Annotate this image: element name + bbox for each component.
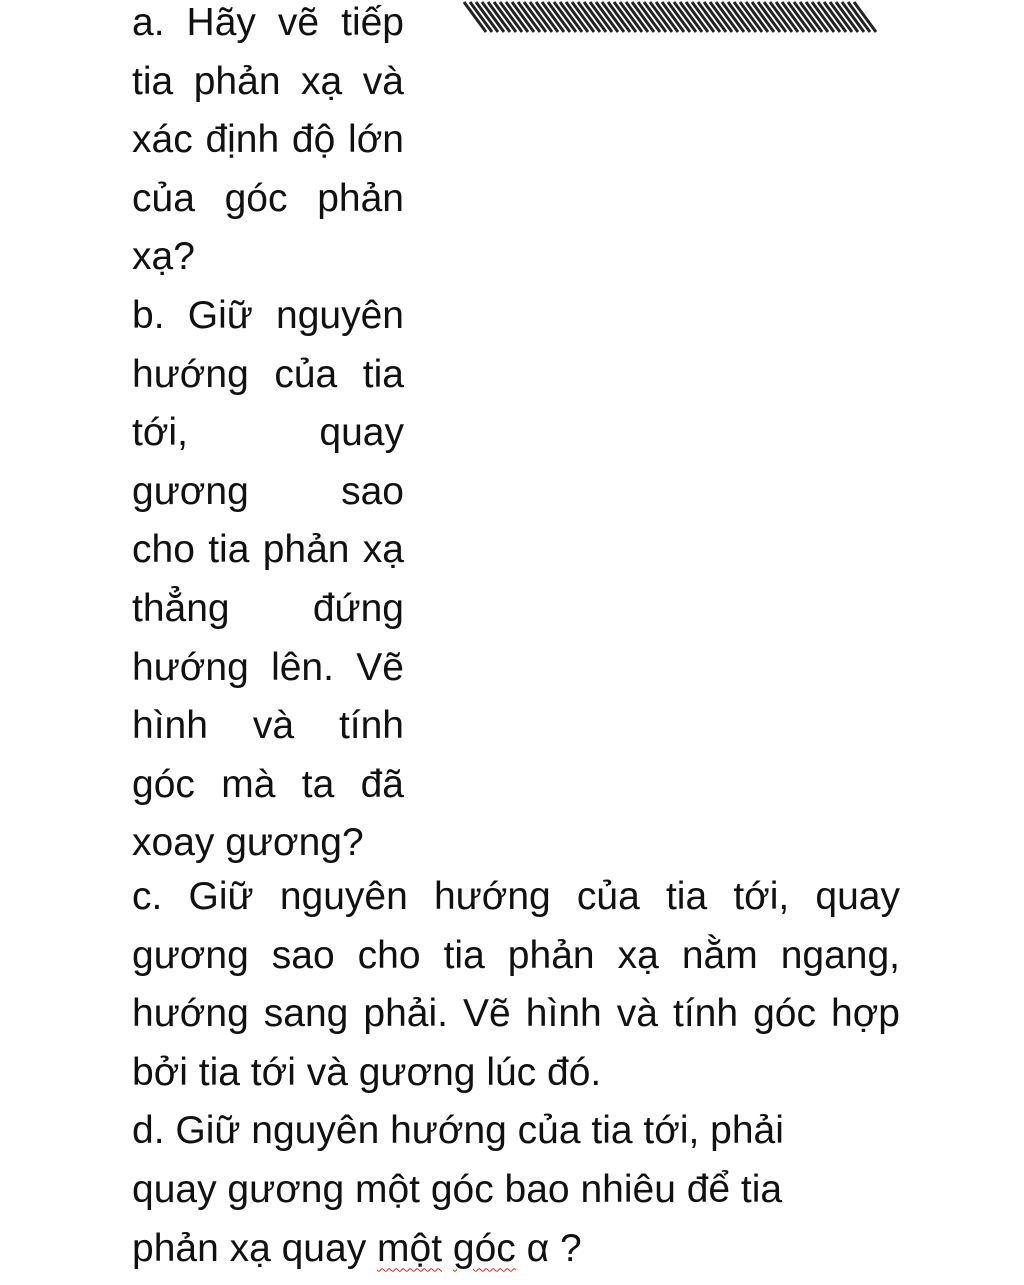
- part-d-text: α ?: [515, 1227, 582, 1271]
- part-b-line: góc mà ta đã: [132, 762, 404, 806]
- narrow-text-column: [132, 0, 404, 879]
- part-d-text: [442, 1227, 453, 1270]
- part-c-line: c. Giữ nguyên hướng của tia tới, quay: [132, 875, 900, 918]
- part-b: [132, 293, 404, 879]
- part-d-line: [132, 1226, 900, 1285]
- part-d: [132, 1108, 900, 1285]
- part-c: [132, 874, 900, 1108]
- part-d-line: d. Giữ nguyên hướng của tia tới, phải: [132, 1109, 784, 1153]
- part-a-line: a. Hãy vẽ tiếp: [132, 1, 404, 44]
- wide-text-column: [132, 874, 900, 1285]
- spellcheck-underlined-word: một: [377, 1227, 443, 1271]
- part-c-line: bởi tia tới và gương lúc đó.: [132, 1050, 602, 1094]
- part-b-line: hướng của tia: [132, 352, 404, 396]
- part-c-line: hướng sang phải. Vẽ hình và tính góc hợp: [132, 992, 900, 1036]
- part-b-line: xoay gương?: [132, 821, 364, 865]
- mirror-hatching: [456, 0, 880, 34]
- part-b-line: b. Giữ nguyên: [132, 293, 404, 337]
- part-b-line: thẳng đứng: [132, 586, 404, 630]
- part-b-line: hình và tính: [132, 704, 404, 748]
- spellcheck-underlined-word: góc: [452, 1227, 516, 1271]
- part-a-line: xạ?: [132, 235, 195, 279]
- part-c-line: gương sao cho tia phản xạ nằm ngang,: [132, 933, 900, 977]
- part-b-line: cho tia phản xạ: [132, 528, 404, 572]
- part-b-line: gương sao: [132, 469, 404, 513]
- part-a: [132, 0, 404, 293]
- part-d-text: phản xạ quay: [132, 1227, 378, 1271]
- part-a-line: tia phản xạ và: [132, 59, 404, 103]
- part-b-line: tới, quay: [132, 411, 404, 455]
- part-a-line: của góc phản: [132, 176, 404, 220]
- part-b-line: hướng lên. Vẽ: [132, 645, 404, 689]
- part-a-line: xác định độ lớn: [132, 118, 404, 162]
- part-d-line: quay gương một góc bao nhiêu để tia: [132, 1168, 783, 1212]
